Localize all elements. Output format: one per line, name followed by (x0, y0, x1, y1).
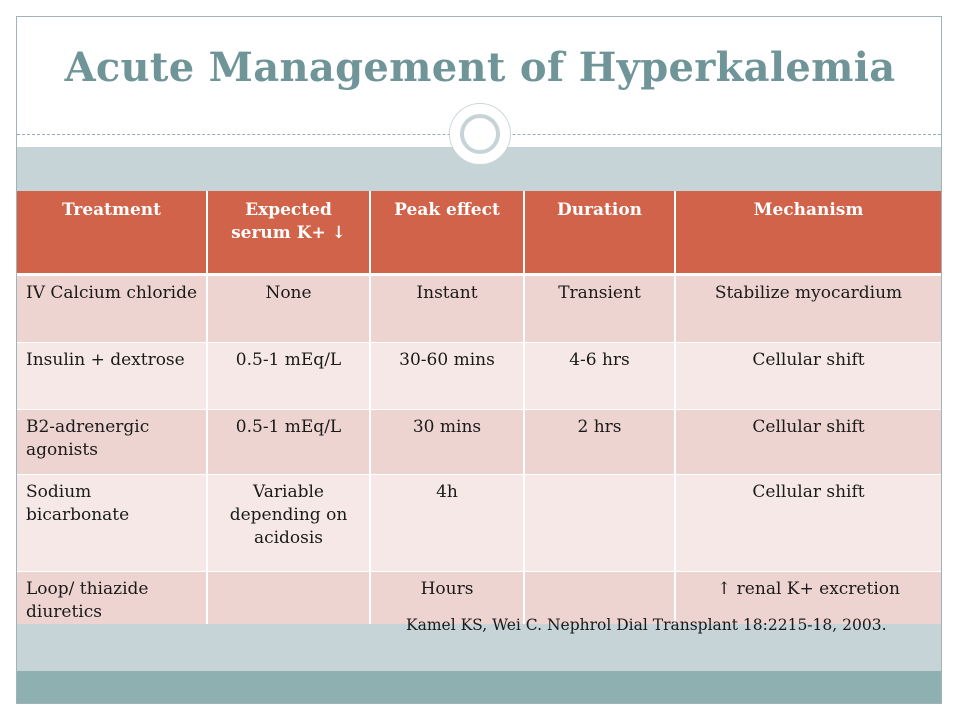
cell-peak-effect: 4h (370, 475, 524, 572)
cell-peak-effect: Instant (370, 275, 524, 343)
cell-peak-effect: 30-60 mins (370, 343, 524, 410)
header-peak-effect: Peak effect (370, 191, 524, 275)
header-expected-k: Expected serum K+ ↓ (207, 191, 370, 275)
cell-mechanism: Cellular shift (675, 343, 941, 410)
footer-band-dark (17, 671, 941, 703)
table-header-row (17, 191, 941, 275)
cell-treatment: Sodium bicarbonate (17, 475, 207, 572)
cell-mechanism: Cellular shift (675, 475, 941, 572)
cell-expected-k: None (207, 275, 370, 343)
cell-treatment: B2-adrenergic agonists (17, 410, 207, 475)
treatment-table (17, 191, 941, 637)
cell-duration: 2 hrs (524, 410, 675, 475)
header-duration: Duration (524, 191, 675, 275)
header-treatment: Treatment (17, 191, 207, 275)
cell-mechanism: Cellular shift (675, 410, 941, 475)
slide-title: Acute Management of Hyperkalemia (64, 44, 896, 91)
cell-expected-k: 0.5-1 mEq/L (207, 410, 370, 475)
ring-ornament-inner (460, 114, 500, 154)
header-mechanism: Mechanism (675, 191, 941, 275)
cell-peak-effect: 30 mins (370, 410, 524, 475)
cell-mechanism: Stabilize myocardium (675, 275, 941, 343)
cell-duration: Transient (524, 275, 675, 343)
cell-duration: 4-6 hrs (524, 343, 675, 410)
cell-treatment: IV Calcium chloride (17, 275, 207, 343)
cell-treatment: Insulin + dextrose (17, 343, 207, 410)
table-row (17, 410, 941, 475)
cell-expected-k: Variable depending on acidosis (207, 475, 370, 572)
cell-peak-effect: Hours (370, 572, 524, 637)
table-row (17, 475, 941, 572)
cell-mechanism: ↑ renal K+ excretion (675, 572, 941, 637)
cell-treatment: Loop/ thiazide diuretics (17, 572, 207, 637)
table-row (17, 343, 941, 410)
table-row (17, 275, 941, 343)
cell-duration (524, 475, 675, 572)
cell-expected-k: 0.5-1 mEq/L (207, 343, 370, 410)
citation-text: Kamel KS, Wei C. Nephrol Dial Transplant 18:2215-18, 2003. (406, 616, 887, 634)
ring-ornament (450, 104, 510, 164)
